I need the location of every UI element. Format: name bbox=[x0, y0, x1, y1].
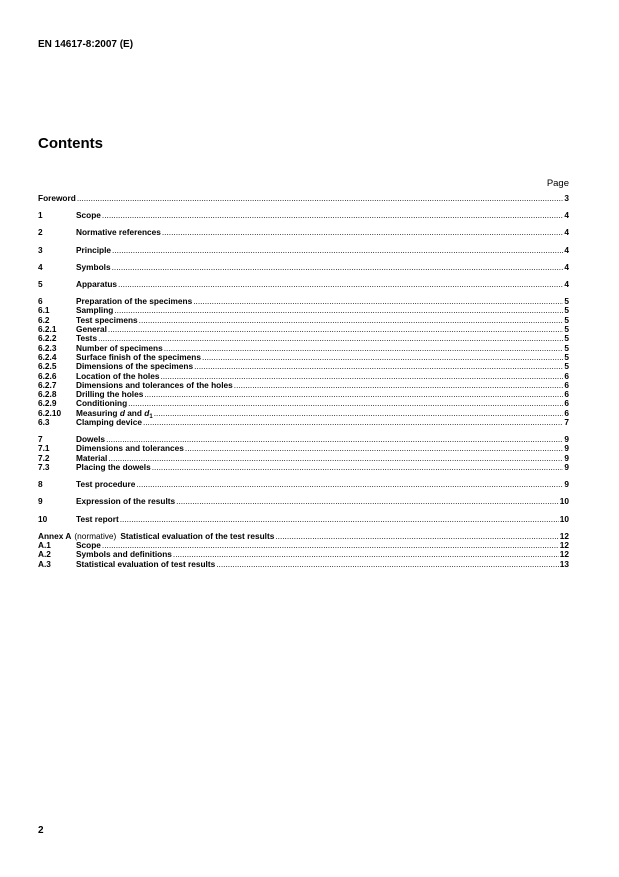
toc-leader-dots bbox=[173, 550, 559, 559]
toc-entry-page: 9 bbox=[564, 434, 569, 445]
toc-leader-dots bbox=[164, 344, 564, 353]
toc-entry-page: 4 bbox=[564, 278, 569, 289]
toc-entry-number: 8 bbox=[38, 479, 43, 490]
toc-leader-dots bbox=[98, 334, 563, 343]
toc-entry-label: Measuring d and $d_1$ bbox=[76, 407, 153, 420]
toc-leader-dots bbox=[144, 390, 563, 399]
toc-entry-label: Apparatus bbox=[76, 278, 118, 289]
toc-entry-label: Material bbox=[76, 452, 108, 463]
toc-leader-dots bbox=[162, 228, 564, 237]
toc-entry[interactable] bbox=[38, 463, 569, 472]
toc-entry-label: Dowels bbox=[76, 434, 106, 445]
toc-entry-page: 5 bbox=[564, 361, 569, 372]
toc-entry-page: 6 bbox=[564, 407, 569, 418]
toc-entry-number: 10 bbox=[38, 513, 48, 524]
toc-leader-dots bbox=[143, 418, 563, 427]
toc-entry-label: General bbox=[76, 324, 107, 335]
toc-entry-number: 6.2.6 bbox=[38, 370, 57, 381]
toc-entry[interactable] bbox=[38, 325, 569, 334]
page-number: 2 bbox=[38, 825, 44, 836]
toc-entry-label: Test procedure bbox=[76, 479, 136, 490]
toc-entry-number: 5 bbox=[38, 278, 43, 289]
toc-entry-number: 3 bbox=[38, 244, 43, 255]
toc-entry[interactable] bbox=[38, 263, 569, 272]
toc-entry-number: 6.2.5 bbox=[38, 361, 57, 372]
toc-entry[interactable] bbox=[38, 515, 569, 524]
toc-entry-label: Location of the holes bbox=[76, 370, 160, 381]
toc-leader-dots bbox=[154, 409, 564, 418]
toc-entry-label: Dimensions and tolerances bbox=[76, 443, 184, 454]
toc-entry-page: 10 bbox=[559, 496, 569, 507]
toc-entry-label: Drilling the holes bbox=[76, 389, 144, 400]
toc-entry-label: Conditioning bbox=[76, 398, 128, 409]
toc-entry-label: Tests bbox=[76, 333, 98, 344]
toc-leader-dots bbox=[77, 194, 564, 203]
toc-entry-page: 9 bbox=[564, 479, 569, 490]
toc-entry-page: 12 bbox=[559, 540, 569, 551]
toc-entry-number: 6.1 bbox=[38, 305, 50, 316]
toc-entry-page: 6 bbox=[564, 370, 569, 381]
toc-leader-dots bbox=[139, 316, 564, 325]
toc-entry-annex-note: (normative) bbox=[74, 530, 117, 541]
toc-entry-page: 12 bbox=[559, 530, 569, 541]
toc-entry-page: 4 bbox=[564, 210, 569, 221]
toc-entry-page: 5 bbox=[564, 333, 569, 344]
toc-entry-number: 7 bbox=[38, 434, 43, 445]
toc-leader-dots bbox=[112, 263, 564, 272]
toc-entry-label: Symbols and definitions bbox=[76, 549, 172, 560]
toc-entry-number: 6.2.7 bbox=[38, 379, 57, 390]
toc-entry-number: 6.2.2 bbox=[38, 333, 57, 344]
toc-entry-number: 6.2.4 bbox=[38, 351, 57, 362]
toc-entry-number: 7.1 bbox=[38, 443, 50, 454]
toc-entry-label: Number of specimens bbox=[76, 342, 163, 353]
toc-entry-page: 6 bbox=[564, 379, 569, 390]
toc-entry-label: Statistical evaluation of the test results bbox=[120, 530, 275, 541]
toc-entry-page: 5 bbox=[564, 351, 569, 362]
toc-entry-label: Clamping device bbox=[76, 416, 142, 427]
toc-entry-page: 12 bbox=[559, 549, 569, 560]
toc-entry-label: Test specimens bbox=[76, 314, 138, 325]
toc-entry[interactable] bbox=[38, 560, 569, 569]
toc-leader-dots bbox=[118, 280, 563, 289]
toc-leader-dots bbox=[202, 353, 563, 362]
toc-entry[interactable] bbox=[38, 497, 569, 506]
toc-entry-page: 9 bbox=[564, 443, 569, 454]
toc-entry-number: 2 bbox=[38, 227, 43, 238]
toc-entry-label: Normative references bbox=[76, 227, 161, 238]
toc-entry-number: 9 bbox=[38, 496, 43, 507]
toc-leader-dots bbox=[185, 444, 563, 453]
toc-entry-label: Dimensions of the specimens bbox=[76, 361, 194, 372]
toc-leader-dots bbox=[152, 463, 564, 472]
toc-entry-label: Dimensions and tolerances of the holes bbox=[76, 379, 233, 390]
toc-leader-dots bbox=[108, 454, 563, 463]
toc-entry-label: Statistical evaluation of test results bbox=[76, 558, 216, 569]
toc-entry-label: Scope bbox=[76, 210, 101, 221]
toc-entry[interactable] bbox=[38, 316, 569, 325]
toc-leader-dots bbox=[114, 306, 563, 315]
toc-entry-number: 4 bbox=[38, 261, 43, 272]
toc-entry-page: 5 bbox=[564, 324, 569, 335]
toc-leader-dots bbox=[176, 497, 559, 506]
toc-entry[interactable] bbox=[38, 480, 569, 489]
toc-entry-label: Placing the dowels bbox=[76, 462, 151, 473]
toc-entry-page: 9 bbox=[564, 452, 569, 463]
toc-entry-page: 4 bbox=[564, 244, 569, 255]
toc-entry-page: 7 bbox=[564, 416, 569, 427]
toc-entry-label: Preparation of the specimens bbox=[76, 296, 193, 307]
toc-entry-page: 5 bbox=[564, 305, 569, 316]
toc-entry-page: 13 bbox=[559, 558, 569, 569]
toc-leader-dots bbox=[102, 211, 563, 220]
toc-leader-dots bbox=[128, 399, 563, 408]
toc-entry-number: A.1 bbox=[38, 540, 51, 551]
toc-entry-page: 3 bbox=[564, 193, 569, 203]
toc-entry-page: 5 bbox=[564, 342, 569, 353]
toc-entry-page: 5 bbox=[564, 296, 569, 307]
toc-entry-number: 6.2.9 bbox=[38, 398, 57, 409]
toc-entry-number: 6.2 bbox=[38, 314, 50, 325]
toc-entry-number: 7.3 bbox=[38, 462, 50, 473]
table-of-contents bbox=[38, 194, 569, 569]
toc-entry[interactable] bbox=[38, 297, 569, 306]
toc-entry[interactable] bbox=[38, 532, 569, 541]
toc-leader-dots bbox=[108, 325, 563, 334]
toc-leader-dots bbox=[120, 515, 559, 524]
toc-entry-label: Test report bbox=[76, 513, 119, 524]
toc-entry-page: 4 bbox=[564, 227, 569, 238]
toc-leader-dots bbox=[216, 560, 559, 569]
toc-entry[interactable] bbox=[38, 246, 569, 255]
toc-entry-number: 6.2.3 bbox=[38, 342, 57, 353]
toc-entry-number: A.2 bbox=[38, 549, 51, 560]
toc-entry[interactable] bbox=[38, 444, 569, 453]
toc-entry-number: 7.2 bbox=[38, 452, 50, 463]
toc-entry-number: Annex A bbox=[38, 530, 72, 541]
page-title: Contents bbox=[38, 135, 103, 152]
toc-entry-label: Surface finish of the specimens bbox=[76, 351, 201, 362]
toc-entry[interactable] bbox=[38, 280, 569, 289]
toc-leader-dots bbox=[112, 246, 563, 255]
toc-entry-page: 4 bbox=[564, 261, 569, 272]
toc-leader-dots bbox=[234, 381, 564, 390]
toc-leader-dots bbox=[136, 480, 563, 489]
page-column-label: Page bbox=[546, 178, 569, 189]
toc-entry-page: 10 bbox=[559, 513, 569, 524]
document-id: EN 14617-8:2007 (E) bbox=[38, 39, 134, 50]
toc-entry-label: Principle bbox=[76, 244, 112, 255]
toc-entry-number: 6 bbox=[38, 296, 43, 307]
toc-entry-label: Expression of the results bbox=[76, 496, 176, 507]
toc-entry[interactable] bbox=[38, 418, 569, 427]
toc-entry-label: Sampling bbox=[76, 305, 114, 316]
toc-leader-dots bbox=[194, 362, 563, 371]
toc-entry-number: 6.2.1 bbox=[38, 324, 57, 335]
toc-entry-number: 6.3 bbox=[38, 416, 50, 427]
toc-entry-page: 6 bbox=[564, 398, 569, 409]
toc-entry-number: 6.2.10 bbox=[38, 407, 62, 418]
toc-entry-label: Scope bbox=[76, 540, 101, 551]
toc-leader-dots bbox=[193, 297, 563, 306]
toc-entry[interactable] bbox=[38, 211, 569, 220]
toc-entry-page: 6 bbox=[564, 389, 569, 400]
toc-entry[interactable] bbox=[38, 194, 569, 203]
toc-entry[interactable] bbox=[38, 228, 569, 237]
toc-entry-label: Symbols bbox=[76, 261, 111, 272]
toc-leader-dots bbox=[275, 532, 558, 541]
toc-entry-label: Foreword bbox=[38, 193, 76, 203]
toc-entry-page: 9 bbox=[564, 462, 569, 473]
toc-entry-number: A.3 bbox=[38, 558, 51, 569]
toc-entry-number: 1 bbox=[38, 210, 43, 221]
toc-entry-number: 6.2.8 bbox=[38, 389, 57, 400]
toc-entry-page: 5 bbox=[564, 314, 569, 325]
